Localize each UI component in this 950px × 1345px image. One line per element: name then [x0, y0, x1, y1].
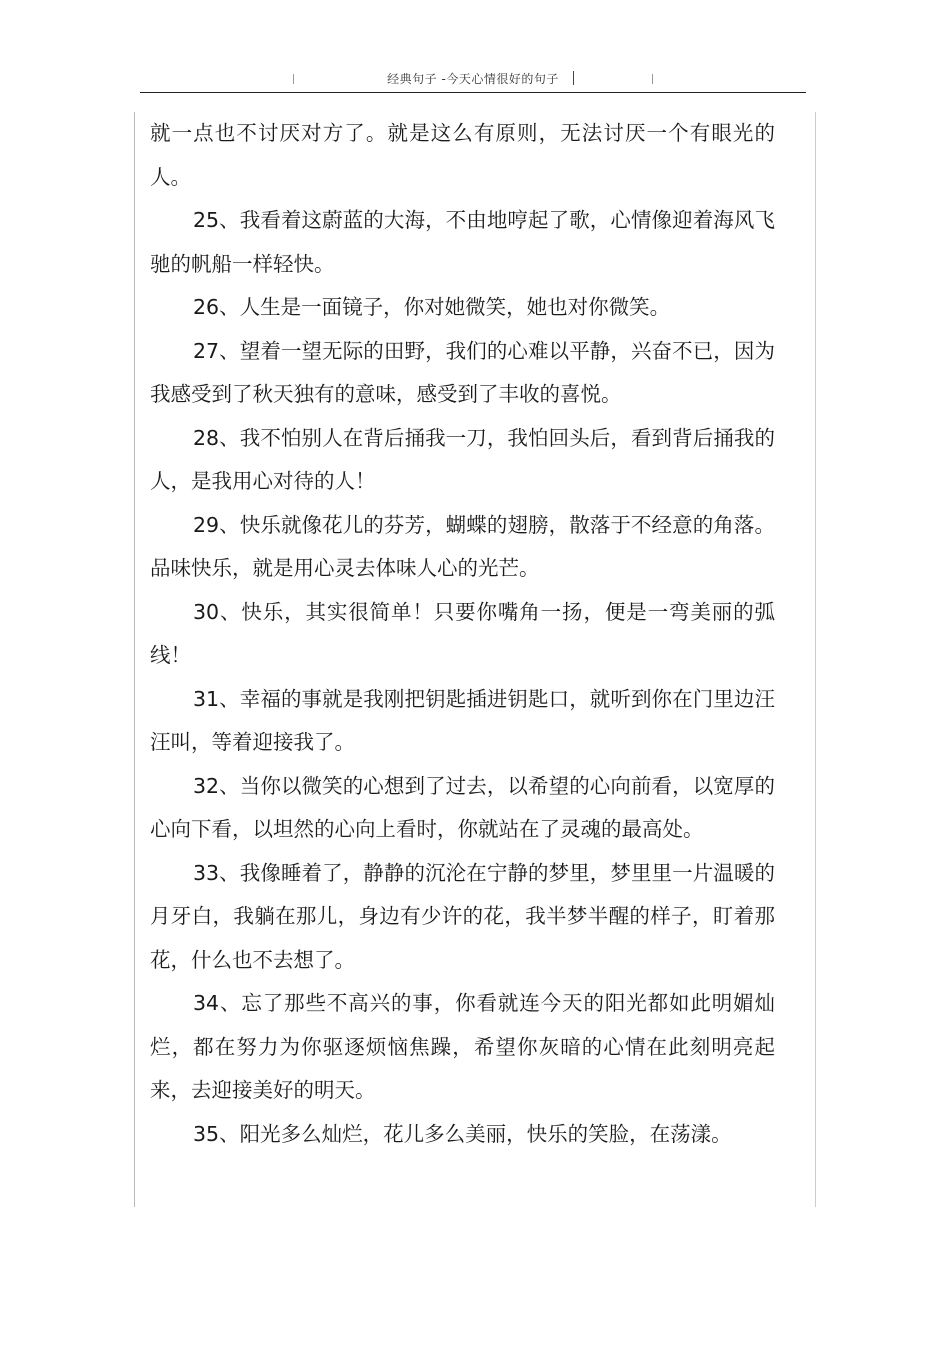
paragraph: 35、阳光多么灿烂，花儿多么美丽，快乐的笑脸，在荡漾。 [193, 1121, 732, 1146]
body-text [150, 112, 775, 1156]
right-margin-rule [815, 112, 816, 1207]
paragraph: 就一点也不讨厌对方了。就是这么有原则，无法讨厌一个有眼光的人。 [150, 121, 775, 189]
page-header [140, 66, 806, 93]
paragraph: 26、人生是一面镜子，你对她微笑，她也对你微笑。 [193, 295, 671, 319]
paragraph: 28、我不怕别人在背后捅我一刀，我怕回头后，看到背后捅我的人，是我用心对待的人！ [150, 425, 775, 493]
paragraph: 33、我像睡着了，静静的沉沦在宁静的梦里，梦里里一片温暖的月牙白，我躺在那儿，身边有少许的花，我半梦半醒的样子，盯着那花，什么也不去想了。 [150, 860, 775, 972]
paragraph: 34、忘了那些不高兴的事，你看就连今天的阳光都如此明媚灿烂，都在努力为你驱逐烦恼焦躁，希望你灰暗的心情在此刻明亮起来，去迎接美好的明天。 [150, 991, 775, 1102]
paragraph: 30、快乐，其实很简单！只要你嘴角一扬，便是一弯美丽的弧线！ [150, 599, 775, 667]
paragraph: 25、我看着这蔚蓝的大海，不由地哼起了歌，心情像迎着海风飞驰的帆船一样轻快。 [150, 208, 775, 276]
header-title: 经典句子 -今天心情很好的句子 [387, 72, 559, 86]
paragraph: 32、当你以微笑的心想到了过去，以希望的心向前看，以宽厚的心向下看，以坦然的心向上看时，你就站在了灵魂的最高处。 [150, 773, 775, 841]
paragraph: 29、快乐就像花儿的芬芳，蝴蝶的翅膀，散落于不经意的角落。品味快乐，就是用心灵去体味人心的光芒。 [150, 512, 775, 580]
left-margin-rule [134, 112, 135, 1207]
paragraph: 27、望着一望无际的田野，我们的心难以平静，兴奋不已，因为我感受到了秋天独有的意味，感受到了丰收的喜悦。 [150, 338, 775, 406]
paragraph: 31、幸福的事就是我刚把钥匙插进钥匙口，就听到你在门里边汪汪叫，等着迎接我了。 [150, 686, 775, 754]
